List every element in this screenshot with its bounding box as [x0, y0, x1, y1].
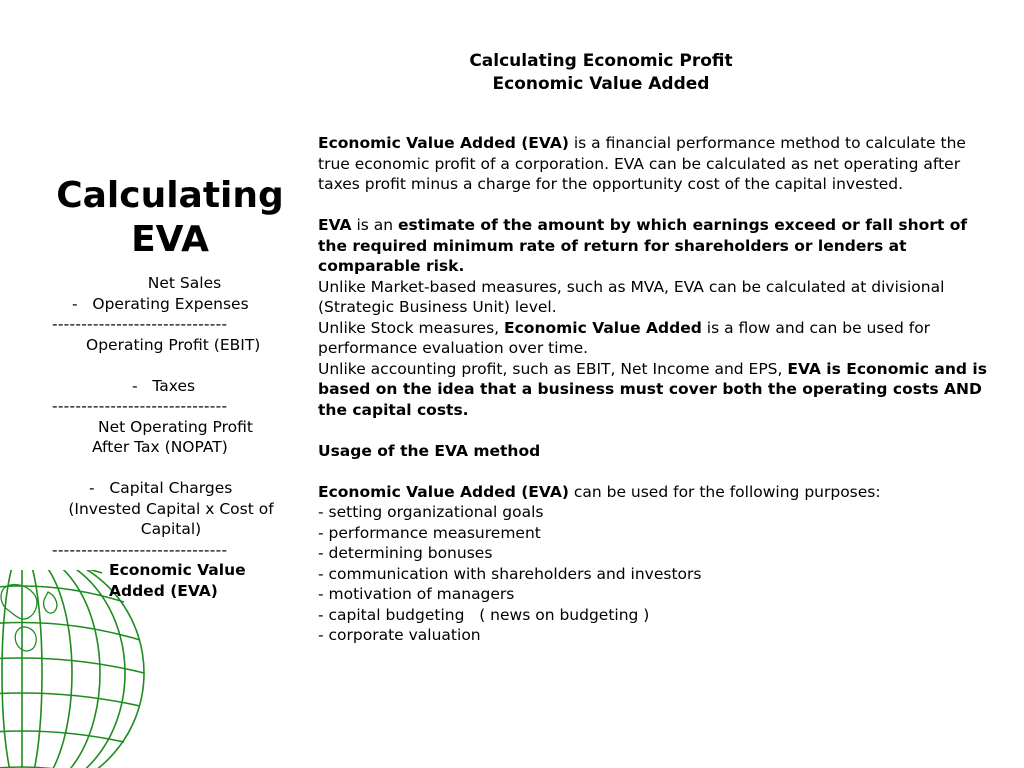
- taxes-label: - Taxes: [132, 376, 196, 395]
- eva-estimate-connector: is an: [351, 216, 399, 234]
- nopat-label-line-2: After Tax (NOPAT): [92, 438, 228, 456]
- separator-line: ------------------------------: [52, 315, 228, 333]
- stock-measures-paragraph: [318, 318, 994, 359]
- stock-measures-text-2: is a flow and can be used for performance evaluation over time.: [318, 318, 931, 357]
- usage-intro-bold: Economic Value Added (EVA): [318, 482, 569, 501]
- separator-line: ------------------------------: [52, 397, 228, 415]
- eva-estimate-paragraph: [318, 215, 994, 277]
- header-line-2: Economic Value Added: [492, 74, 710, 94]
- eva-calculation: [52, 273, 290, 601]
- separator-line: ------------------------------: [52, 540, 228, 559]
- left-title-line-1: Calculating: [56, 175, 284, 216]
- accounting-profit-paragraph: [318, 359, 994, 421]
- eva-definition-text: is a financial performance method to calculate the true economic profit of a corporation. EVA can be calculated as net operating after taxes profit minus a charge for the opportunity cost of the capital invested.: [318, 134, 966, 193]
- main-body-text: [318, 133, 994, 646]
- accounting-profit-text: Unlike accounting profit, such as EBIT, Net Income and EPS,: [318, 359, 788, 378]
- purpose-list-item: - determining bonuses: [318, 544, 493, 562]
- spacer: [52, 458, 290, 479]
- spacer: [318, 195, 994, 216]
- spacer: [318, 461, 994, 482]
- left-title-line-2: EVA: [131, 219, 209, 260]
- header-line-1: Calculating Economic Profit: [469, 51, 733, 71]
- slide-header: [380, 50, 822, 96]
- spacer: [52, 355, 290, 376]
- spacer: [318, 420, 994, 441]
- operating-expenses-label: - Operating Expenses: [72, 294, 249, 313]
- purpose-list-item: - setting organizational goals: [318, 503, 544, 521]
- purpose-list-item: - motivation of managers: [318, 585, 515, 603]
- eva-result-line-1: Economic Value: [109, 561, 246, 579]
- invested-capital-line-1: (Invested Capital x Cost of: [68, 499, 274, 518]
- left-title: [50, 174, 290, 262]
- operating-profit-label: Operating Profit (EBIT): [86, 335, 261, 354]
- eva-definition-paragraph: [318, 133, 994, 195]
- usage-heading: Usage of the EVA method: [318, 441, 541, 460]
- usage-intro: [318, 482, 994, 503]
- nopat-label-line-1: Net Operating Profit: [98, 417, 253, 436]
- purpose-list-item: - performance measurement: [318, 523, 541, 542]
- eva-estimate-text: estimate of the amount by which earnings exceed or fall short of the required minimum rate of return for shareholders or lenders at comparable risk.: [318, 216, 968, 275]
- stock-measures-bold: Economic Value Added: [504, 318, 702, 337]
- accounting-profit-bold: EVA is Economic and is based on the idea that a business must cover both the operating costs AND the capital costs.: [318, 359, 987, 419]
- net-sales-label: Net Sales: [147, 274, 222, 292]
- eva-term: Economic Value Added (EVA): [318, 134, 569, 152]
- purpose-list-item: - communication with shareholders and investors: [318, 564, 702, 583]
- usage-intro-text: can be used for the following purposes:: [568, 482, 881, 501]
- invested-capital-line-2: Capital): [140, 520, 202, 538]
- purpose-list-item: - capital budgeting ( news on budgeting ): [318, 605, 650, 624]
- eva-abbrev: EVA: [318, 216, 352, 234]
- market-measures-paragraph: Unlike Market-based measures, such as MVA, EVA can be calculated at divisional (Strategic Business Unit) level.: [318, 277, 945, 316]
- stock-measures-text-1: Unlike Stock measures,: [318, 318, 505, 337]
- eva-result-line-2: Added (EVA): [109, 581, 218, 600]
- purpose-list-item: - corporate valuation: [318, 626, 481, 644]
- capital-charges-label: - Capital Charges: [89, 479, 233, 497]
